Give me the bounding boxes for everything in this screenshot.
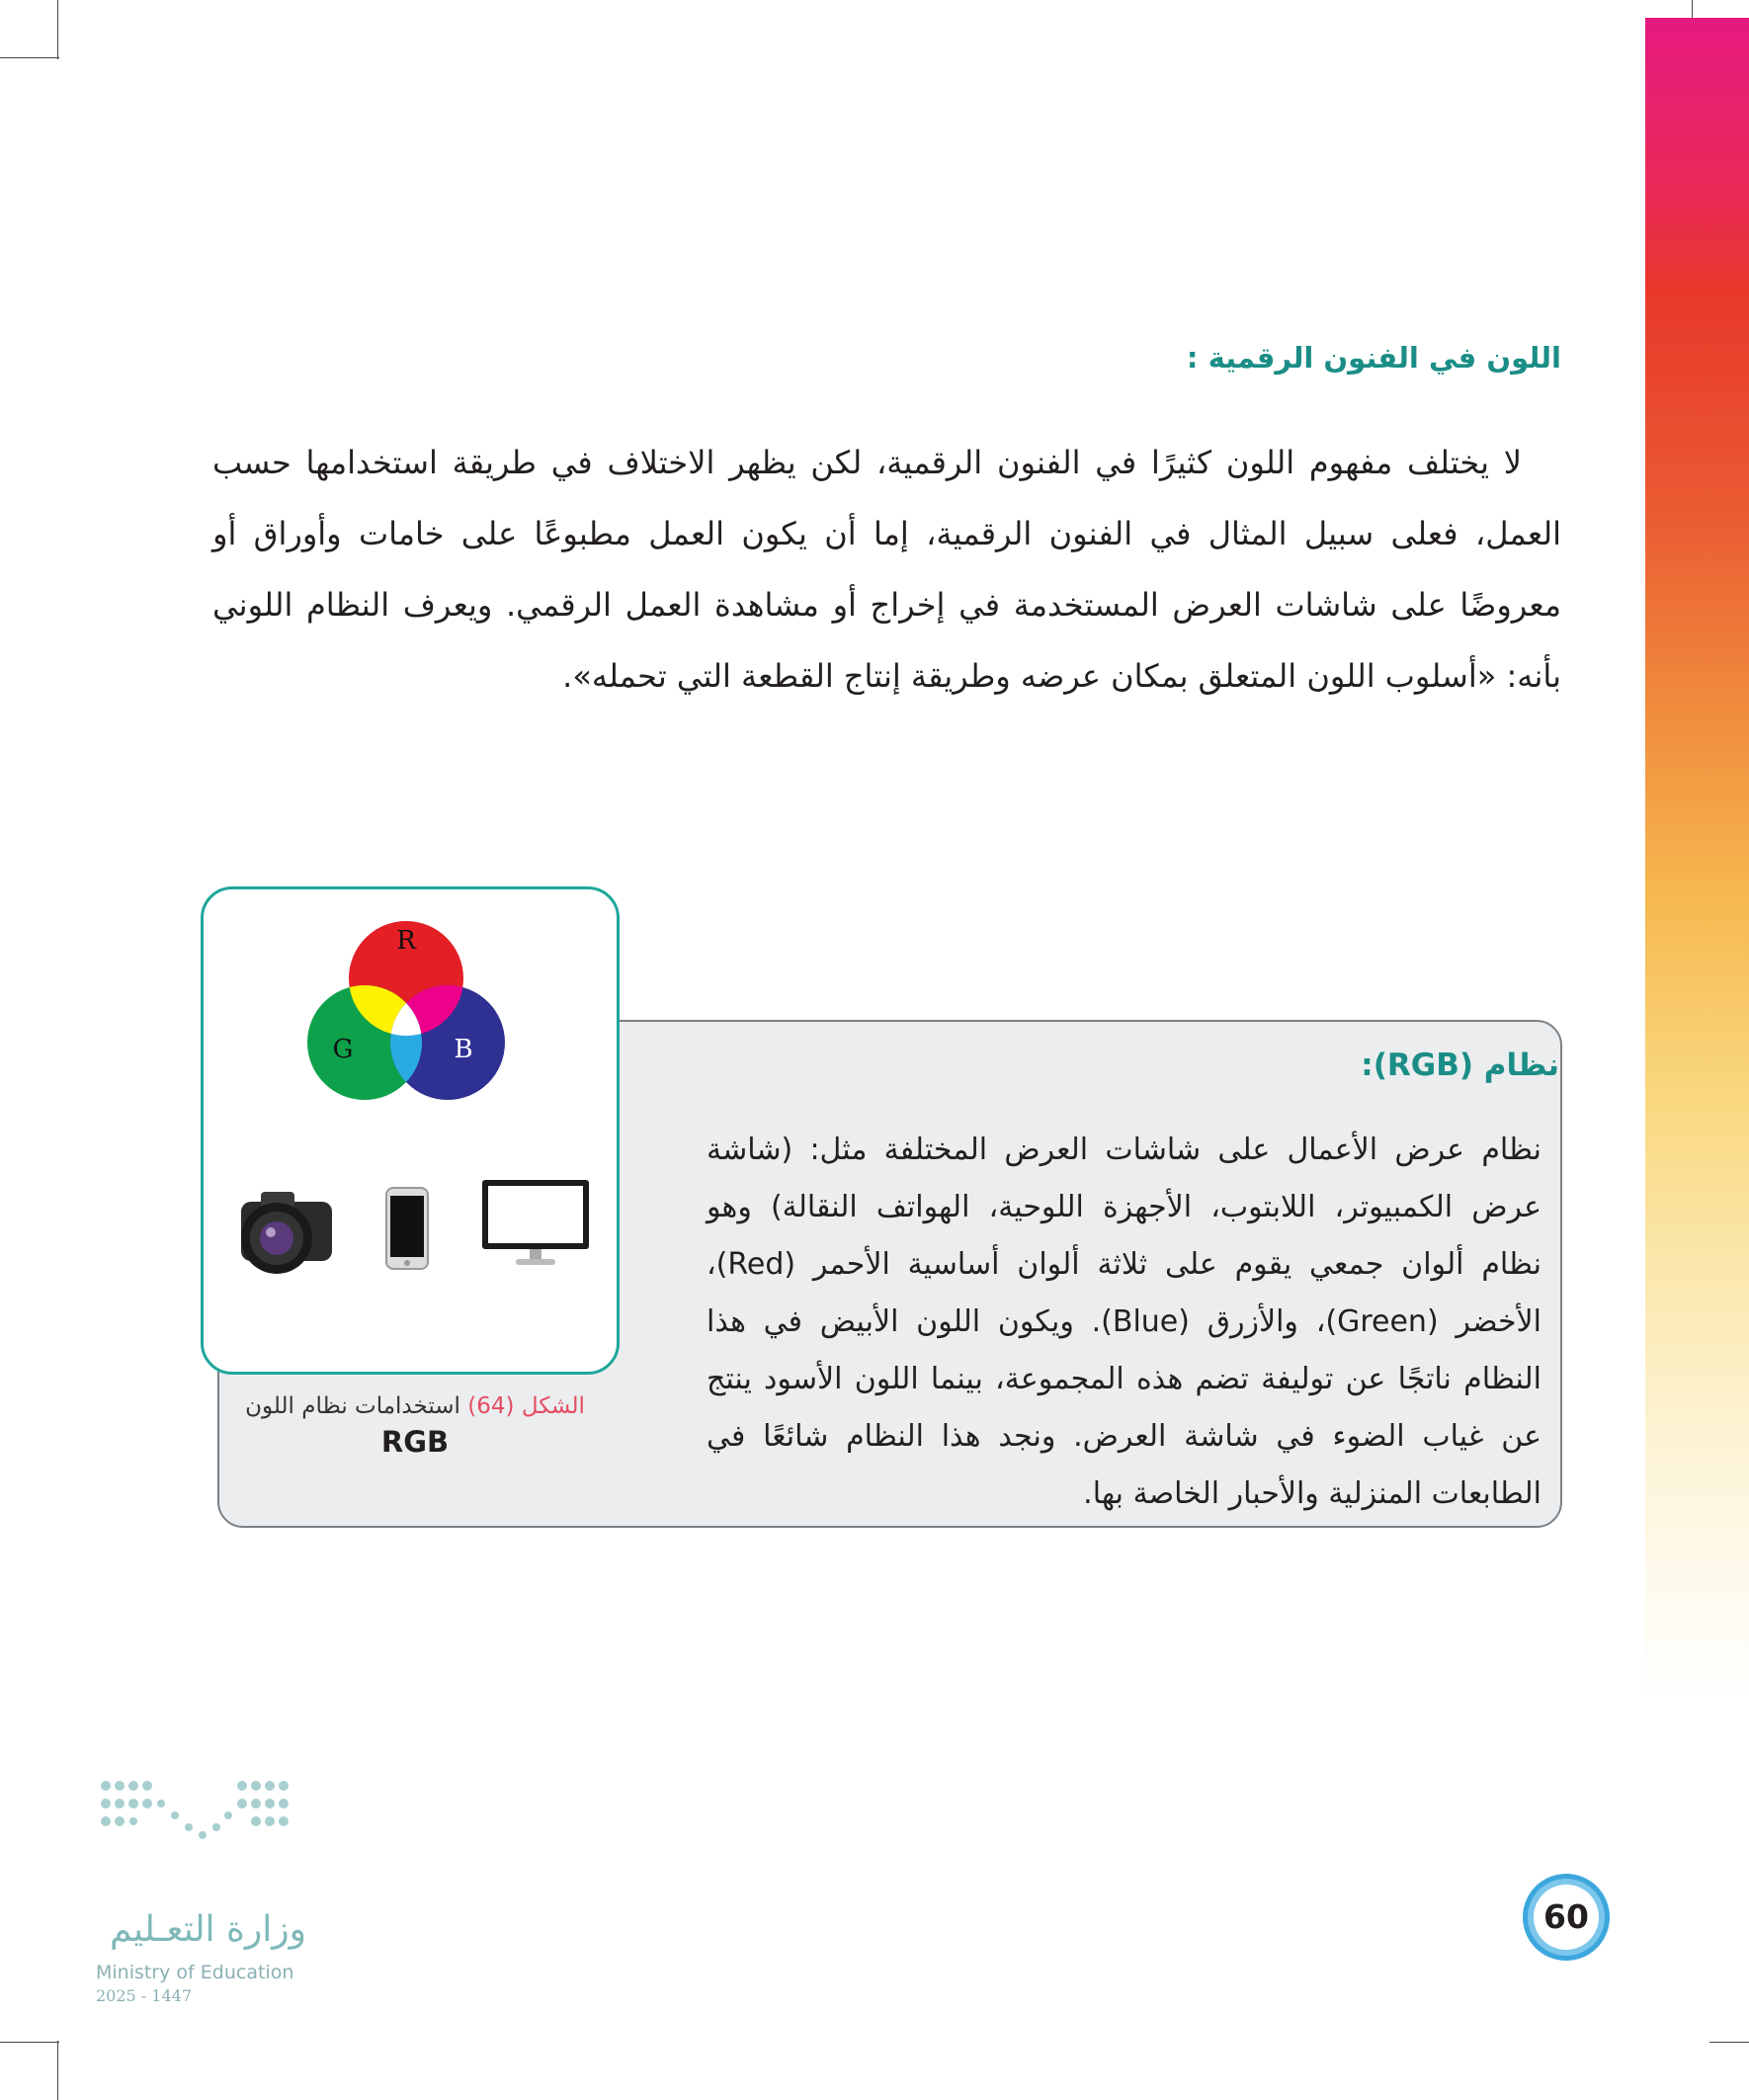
venn-label-g: G <box>332 1035 354 1064</box>
monitor-icon <box>480 1178 591 1269</box>
crop-mark <box>57 2041 58 2100</box>
rgb-paragraph: نظام عرض الأعمال على شاشات العرض المختلفة مثل: (شاشة عرض الكمبيوتر، اللابتوب، الأجهزة اللوحية، الهواتف النقالة) وهو نظام ألوان جمعي يقوم على ثلاثة ألوان أساسية الأحمر (Red)، الأخضر (Green)، والأزرق (Blue). ويكون اللون الأبيض في هذا النظام ناتجًا عن توليفة تضم هذه المجموعة، بينما اللون الأسود ينتج عن غياب الضوء في شاشة العرض. ونجد هذا النظام شائعًا في الطابعات المنزلية والأحبار الخاصة بها. <box>707 1133 1541 1511</box>
crop-mark <box>0 2042 59 2043</box>
ministry-name-en: Ministry of Education <box>96 1962 294 1983</box>
venn-label-r: R <box>396 926 416 956</box>
figure-number: الشكل (64) <box>467 1393 585 1419</box>
smartphone-icon <box>384 1186 430 1271</box>
rgb-venn-diagram <box>307 919 505 1102</box>
figure-card <box>201 886 620 1375</box>
figure-caption-text: استخدامات نظام اللون <box>245 1393 460 1419</box>
ministry-name-ar: وزارة التعـليم <box>110 1909 306 1950</box>
section-heading: اللون في الفنون الرقمية : <box>1186 341 1561 375</box>
ministry-logo-icon <box>94 1774 321 1912</box>
intro-paragraph: لا يختلف مفهوم اللون كثيرًا في الفنون الرقمية، لكن يظهر الاختلاف في طريقة استخدامها حسب العمل، فعلى سبيل المثال في الفنون الرقمية، إما أن يكون العمل مطبوعًا على خامات وأوراق أو معروضًا على شاشات العرض المستخدمة في إخراج أو مشاهدة العمل الرقمي. ويعرف النظام اللوني بأنه: «أسلوب اللون المتعلق بمكان عرضه وطريقة إنتاج القطعة التي تحمله». <box>212 444 1561 695</box>
ministry-year: 2025 - 1447 <box>96 1986 193 2005</box>
page-number: 60 <box>1543 1897 1589 1936</box>
venn-label-b: B <box>454 1035 473 1064</box>
crop-mark <box>57 0 58 59</box>
rgb-heading: نظام (RGB): <box>1361 1048 1559 1083</box>
camera-icon <box>231 1184 340 1283</box>
crop-mark <box>0 57 59 58</box>
figure-caption <box>217 1393 613 1459</box>
figure-caption-sub: RGB <box>380 1425 450 1459</box>
decorative-side-band <box>1645 18 1749 1974</box>
page-number-badge <box>1522 1873 1611 1962</box>
crop-mark <box>1709 2042 1749 2043</box>
